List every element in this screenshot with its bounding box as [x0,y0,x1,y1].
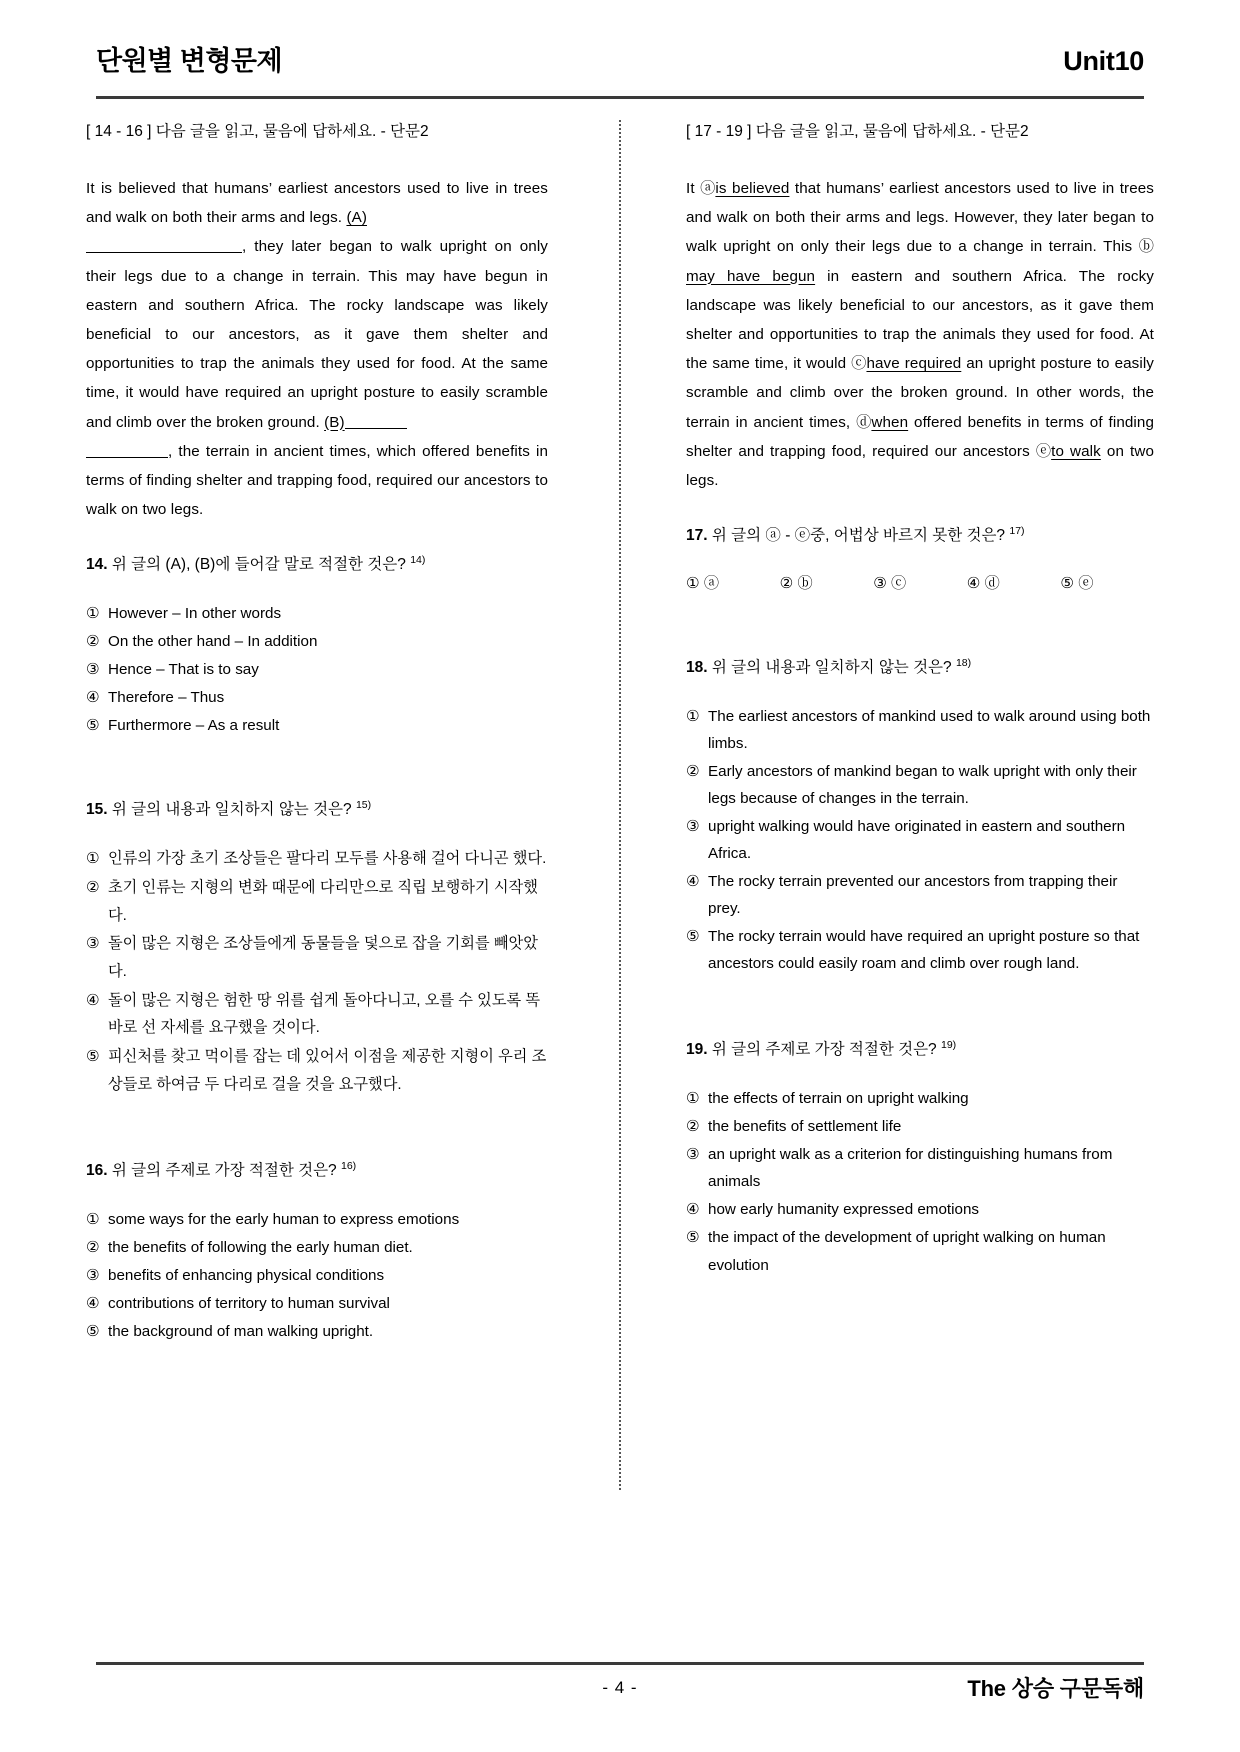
choice-marker: ② [686,762,700,780]
question-15-text: 위 글의 내용과 일치하지 않는 것은? [111,801,352,819]
choice-marker: ① [86,1211,100,1229]
choice-marker: ④ [966,575,981,593]
question-15-heading [86,797,548,823]
marker-a-icon: ⓐ [700,180,716,198]
choice-marker: ① [686,1090,700,1108]
brand-logo [904,1672,1144,1703]
choice-text: 피신처를 찾고 먹이를 잡는 데 있어서 이점을 제공한 지형이 우리 조상들로 하여금 두 다리로 걸을 것을 요구했다. [108,1048,547,1093]
choice-text: ⓓ [984,575,1000,593]
question-16-footnote: 16) [341,1160,357,1173]
question-19-choices [686,1085,1154,1278]
left-passage-prompt: [ 14 - 16 ] 다음 글을 읽고, 물음에 답하세요. - 단문2 [86,123,429,140]
list-item[interactable] [86,628,548,655]
left-passage-text [86,174,548,524]
question-14-footnote: 14) [410,554,426,567]
list-item[interactable] [686,1224,1154,1278]
choice-text: Hence – That is to say [108,661,259,679]
right-passage-p1: that humans’ earliest ancestors used to live in trees and walk on both their arms and legs. However, they later began to walk upright on only their legs due to a change in terrain. This [686,180,1155,256]
choice-marker: ④ [686,1201,700,1219]
list-item[interactable] [86,845,548,873]
question-18-heading [686,655,1154,681]
footer-divider-rule [96,1662,1144,1665]
choice-marker: ④ [86,689,100,707]
list-item[interactable] [86,1318,548,1345]
left-column [86,120,554,1600]
question-18-text: 위 글의 내용과 일치하지 않는 것은? [711,659,952,677]
choice-marker: ⑤ [686,928,700,946]
marker-d-icon: ⓓ [856,413,872,431]
header-divider-rule [96,96,1144,99]
right-passage-p2: in eastern and southern Africa. The rocky landscape was likely beneficial to our ancestors, as it gave them shelter and opportunities to trap the animals they used for food. At the same time, it would [686,267,1154,373]
choice-text: 인류의 가장 초기 조상들은 팔다리 모두를 사용해 걸어 다니곤 했다. [108,850,547,868]
choice-text: benefits of enhancing physical conditions [108,1267,385,1285]
choice-text: ⓐ [703,575,720,593]
choice-text: the impact of the development of upright walking on human evolution [708,1229,1106,1274]
choice-marker: ③ [86,661,100,679]
underlined-phrase-d: when [871,413,909,431]
list-item[interactable] [86,1234,548,1261]
choice-marker: ① [86,605,100,623]
blank-a-line [86,238,242,253]
blank-label-a: (A) [346,209,367,227]
question-16-choices [86,1206,548,1345]
choice-marker: ① [686,707,700,725]
question-17-number: 17. [686,527,708,545]
list-item[interactable] [86,656,548,683]
choice-marker: ③ [873,575,887,593]
choice-text: ⓒ [891,575,907,593]
choice-marker: ① [86,850,100,868]
right-passage-prompt: [ 17 - 19 ] 다음 글을 읽고, 물음에 답하세요. - 단문2 [686,123,1029,140]
choice-text: an upright walk as a criterion for distinguishing humans from animals [708,1146,1113,1191]
underlined-phrase-b: may have begun [686,267,816,285]
question-18-choices [686,703,1154,977]
blank-b-line [86,443,168,458]
list-item[interactable] [686,1085,1154,1112]
marker-c-icon: ⓒ [851,355,867,373]
list-item[interactable] [86,874,548,929]
question-19-text: 위 글의 주제로 가장 적절한 것은? [711,1041,937,1059]
question-16-heading [86,1158,548,1184]
left-passage-part2: , they later began to walk upright on only their legs due to a change in terrain. This may have begun in eastern and southern Africa. The rocky landscape was likely beneficial to our ancestors, as it gave them shelter and opportunities to trap the animals they used for food. At the same time, it would have required an upright posture to easily scramble and climb over the broken ground. [86,238,548,431]
question-17-heading [686,523,1154,549]
page-number: - 4 - [602,1677,638,1697]
choice-text: However – In other words [108,605,282,623]
column-divider [554,120,686,1600]
choice-marker: ③ [686,818,700,836]
marker-e-icon: ⓔ [1035,442,1052,460]
underlined-phrase-c: have required [866,355,962,373]
choice-text: contributions of territory to human survival [108,1295,390,1313]
choice-text: Therefore – Thus [108,689,225,707]
choice-text: 돌이 많은 지형은 험한 땅 위를 쉽게 돌아다니고, 오를 수 있도록 똑바로 선 자세를 요구했을 것이다. [108,991,541,1037]
choice-text: 돌이 많은 지형은 조상들에게 동물들을 덫으로 잡을 기회를 빼앗았다. [108,935,538,981]
choice-marker: ② [86,879,100,897]
marker-b-icon: ⓑ [1138,238,1154,256]
choice-text: how early humanity expressed emotions [708,1201,979,1219]
choice-marker: ② [86,1239,100,1257]
question-15-footnote: 15) [355,799,372,812]
list-item[interactable] [686,1141,1154,1195]
question-19-footnote: 19) [941,1039,957,1052]
choice-marker: ③ [86,935,100,953]
list-item[interactable] [86,1262,548,1289]
right-passage-p3: an upright posture to easily scramble and climb over the broken ground. In other words, the terrain in ancient times, [686,355,1155,431]
choice-text: some ways for the early human to express emotions [108,1211,460,1229]
choice-marker: ② [779,575,794,593]
page-title: 단원별 변형문제 [96,46,283,76]
blank-label-b: (B) [324,413,345,431]
choice-text: The rocky terrain would have required an upright posture so that ancestors could easily roam and climb over rough land. [708,928,1140,973]
right-passage-text [686,174,1154,495]
choice-marker: ④ [86,1295,100,1313]
list-item[interactable] [686,868,1154,922]
question-14-choices [86,600,548,739]
question-14-heading [86,552,548,578]
choice-text: ⓑ [797,575,813,593]
list-item[interactable] [86,712,548,739]
choice-text: 초기 인류는 지형의 변화 때문에 다리만으로 직립 보행하기 시작했다. [108,879,538,924]
list-item[interactable] [86,987,548,1042]
right-passage-p0: It [686,180,701,198]
two-column-body [86,120,1154,1600]
choice-text: On the other hand – In addition [108,633,318,651]
list-item[interactable] [86,1290,548,1317]
list-item[interactable] [86,684,548,711]
question-17-text: 위 글의 ⓐ - ⓔ중, 어법상 바르지 못한 것은? [711,527,1006,545]
choice-text: the benefits of following the early human diet. [108,1239,413,1257]
list-item[interactable] [86,1206,548,1233]
list-item[interactable] [686,703,1154,757]
choice-marker: ④ [86,991,100,1009]
choice-marker: ⑤ [686,1229,700,1247]
question-14-text: 위 글의 (A), (B)에 들어갈 말로 적절한 것은? [111,556,406,574]
page-footer [96,1672,1144,1703]
list-item[interactable] [86,1043,548,1098]
choice-text: the benefits of settlement life [708,1118,902,1136]
question-15-choices [86,845,548,1098]
choice-marker: ② [86,633,100,651]
brand-name-ko: 상승 구문독해 [1011,1676,1144,1701]
right-passage-p4: offered benefits in terms of finding shelter and trapping food, required our ancestors [686,413,1155,460]
underlined-phrase-e: to walk [1051,442,1101,460]
list-item[interactable] [873,571,967,597]
choice-text: the effects of terrain on upright walking [708,1090,969,1108]
choice-marker: ⑤ [1060,575,1074,593]
right-passage-p5: on two legs. [686,442,1154,489]
question-19-heading [686,1037,1154,1063]
list-item[interactable] [86,930,548,985]
question-17-choices [686,571,1154,597]
list-item[interactable] [686,758,1154,812]
list-item[interactable] [686,571,780,597]
blank-b-line-tail [345,414,407,429]
choice-marker: ② [686,1118,700,1136]
question-14-number: 14. [86,556,108,574]
question-16-number: 16. [86,1162,108,1180]
question-18-number: 18. [686,659,708,677]
choice-marker: ⑤ [86,1323,100,1341]
choice-marker: ③ [86,1267,100,1285]
choice-text: The rocky terrain prevented our ancestors from trapping their prey. [708,873,1118,918]
choice-marker: ④ [686,873,700,891]
column-divider-line [619,120,621,1490]
choice-text: upright walking would have originated in eastern and southern Africa. [708,818,1126,863]
underlined-phrase-a: is believed [715,180,790,198]
list-item[interactable] [967,571,1061,597]
list-item[interactable] [686,923,1154,977]
question-17-footnote: 17) [1009,525,1025,538]
unit-label: Unit10 [1063,46,1144,76]
choice-text: Furthermore – As a result [108,717,280,735]
left-passage-part1: It is believed that humans’ earliest ancestors used to live in trees and walk on both their arms and legs. [86,180,548,227]
choice-text: Early ancestors of mankind began to walk upright with only their legs because of changes in the terrain. [708,762,1137,807]
page-header [96,48,1144,75]
question-19-number: 19. [686,1041,708,1059]
question-15-number: 15. [86,801,108,819]
list-item[interactable] [686,813,1154,867]
list-item[interactable] [1060,571,1154,597]
question-16-text: 위 글의 주제로 가장 적절한 것은? [111,1162,337,1180]
list-item[interactable] [686,1113,1154,1140]
list-item[interactable] [686,1196,1154,1223]
choice-text: The earliest ancestors of mankind used to walk around using both limbs. [708,707,1151,752]
left-passage-part3: , the terrain in ancient times, which offered benefits in terms of finding shelter and trapping food, required our ancestors to walk on two legs. [86,442,548,519]
right-column [686,120,1154,1600]
brand-name-en: The [967,1676,1006,1701]
choice-marker: ③ [686,1146,700,1164]
list-item[interactable] [86,600,548,627]
list-item[interactable] [780,571,874,597]
choice-marker: ⑤ [86,717,100,735]
choice-marker: ① [686,575,700,593]
question-18-footnote: 18) [955,656,972,669]
choice-marker: ⑤ [86,1048,100,1065]
choice-text: ⓔ [1078,575,1094,593]
choice-text: the background of man walking upright. [108,1323,374,1341]
